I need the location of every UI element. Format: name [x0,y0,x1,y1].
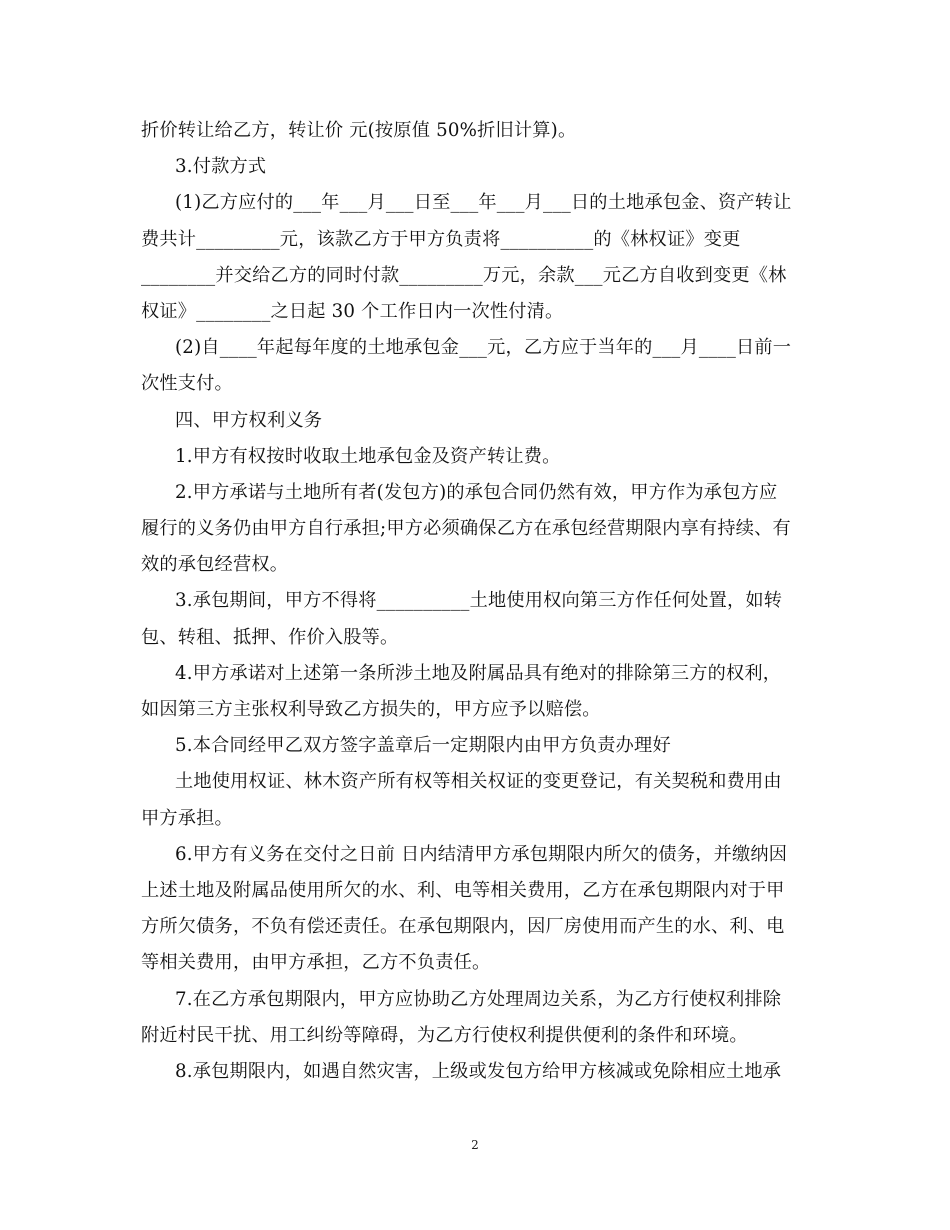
text-line: 费共计_________元，该款乙方于甲方负责将__________的《林权证》变更 [141,228,741,250]
text-line: (2)自____年起每年度的土地承包金___元，乙方应于当年的___月____日前一 [175,337,792,359]
text-line: 7.在乙方承包期限内，甲方应协助乙方处理周边关系，为乙方行使权利排除 [175,988,782,1010]
document-body [141,113,809,1090]
text-line: 上述土地及附属品使用所欠的水、利、电等相关费用，乙方在承包期限内对于甲 [141,879,785,901]
text-line: 附近村民干扰、用工纠纷等障碍，为乙方行使权利提供便利的条件和环境。 [141,1024,748,1046]
text-line: 权证》________之日起 30 个工作日内一次性付清。 [141,300,564,322]
text-line: 2.甲方承诺与土地所有者(发包方)的承包合同仍然有效，甲方作为承包方应 [175,481,778,503]
text-line: 如因第三方主张权利导致乙方损失的，甲方应予以赔偿。 [141,699,601,720]
text-line: ________并交给乙方的同时付款_________万元，余款___元乙方自收到变更《林 [141,264,787,286]
text-line: 8.承包期限内，如遇自然灾害，上级或发包方给甲方核减或免除相应土地承 [175,1060,782,1082]
text-line: 6.甲方有义务在交付之日前 日内结清甲方承包期限内所欠的债务，并缴纳因 [175,843,788,865]
text-line: 履行的义务仍由甲方自行承担;甲方必须确保乙方在承包经营期限内享有持续、有 [141,518,791,540]
text-line: 4.甲方承诺对上述第一条所涉土地及附属品具有绝对的排除第三方的权利， [175,662,782,684]
page-number: 2 [471,1138,479,1152]
text-line: 5.本合同经甲乙双方签字盖章后一定期限内由甲方负责办理好 [175,735,671,757]
section-heading: 3.付款方式 [175,156,267,178]
text-line: 土地使用权证、林木资产所有权等相关权证的变更登记，有关契税和费用由 [175,771,782,793]
text-line: 3.承包期间，甲方不得将__________土地使用权向第三方作任何处置，如转 [175,590,783,612]
text-line: 包、转租、抵押、作价入股等。 [141,626,399,648]
text-line: 折价转让给乙方，转让价 元(按原值 50%折旧计算)。 [141,120,577,141]
text-line: 甲方承担。 [141,807,233,829]
text-line: 等相关费用，由甲方承担，乙方不负责任。 [141,952,491,974]
text-line: 1.甲方有权按时收取土地承包金及资产转让费。 [175,445,561,467]
text-line: (1)乙方应付的___年___月___日至___年___月___日的土地承包金、资产转让 [175,192,792,214]
text-line: 效的承包经营权。 [141,554,289,576]
text-line: 次性支付。 [141,373,233,395]
text-line: 方所欠债务，不负有偿还责任。在承包期限内，因厂房使用而产生的水、利、电 [141,916,785,938]
section-heading: 四、甲方权利义务 [175,409,323,431]
